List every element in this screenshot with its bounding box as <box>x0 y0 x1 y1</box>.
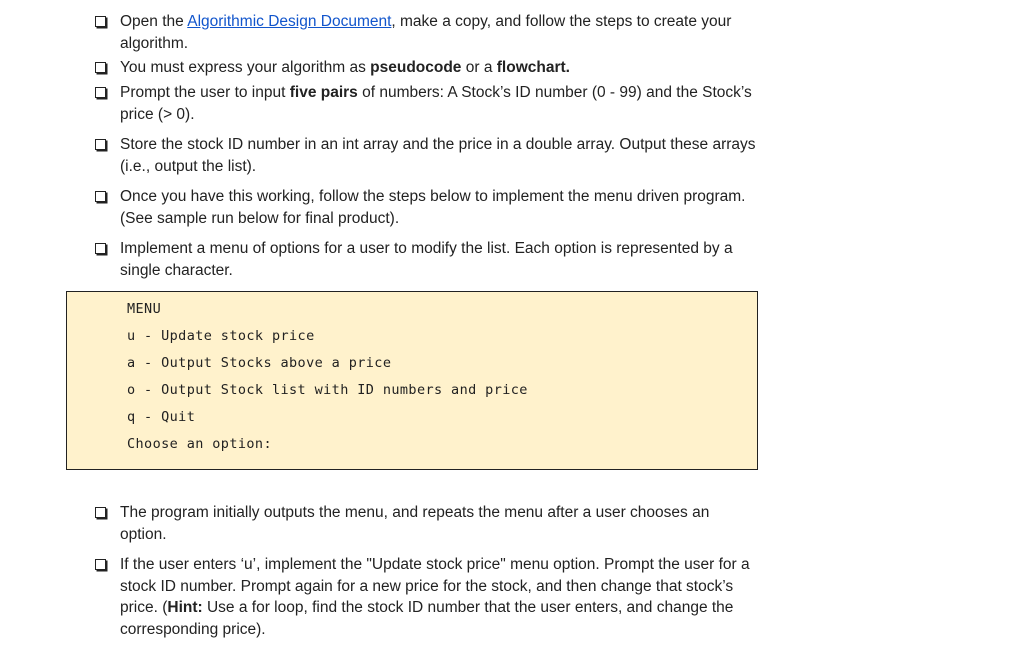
checkbox-icon[interactable] <box>95 507 106 518</box>
checkbox-icon[interactable] <box>95 243 106 254</box>
item-text: Prompt the user to input five pairs of numbers: A Stock’s ID number (0 - 99) and the Stock’s price (> 0). <box>120 84 752 123</box>
item-text: You must express your algorithm as pseudocode or a flowchart. <box>120 59 570 76</box>
checkbox-icon[interactable] <box>95 87 106 98</box>
checkbox-icon[interactable] <box>95 139 106 150</box>
menu-prompt: Choose an option: <box>127 436 272 452</box>
item-text: Open the Algorithmic Design Document, make a copy, and follow the steps to create your algorithm. <box>120 13 732 52</box>
menu-option-u: u - Update stock price <box>127 328 315 344</box>
item-text: Store the stock ID number in an int array and the price in a double array. Output these arrays (i.e., output the list). <box>120 136 756 175</box>
checkbox-icon[interactable] <box>95 559 106 570</box>
menu-option-o: o - Output Stock list with ID numbers and price <box>127 382 528 398</box>
item-text: If the user enters ‘u’, implement the "Update stock price" menu option. Prompt the user for a stock ID number. Prompt again for a new price for the stock, and then change that stock’s price. (Hint: Use a for loop, find the stock ID number that the user enters, and change the corresponding price). <box>120 556 750 638</box>
menu-option-a: a - Output Stocks above a price <box>127 355 392 371</box>
menu-title: MENU <box>127 301 162 317</box>
item-text: The program initially outputs the menu, and repeats the menu after a user chooses an option. <box>120 504 710 543</box>
item-text: Once you have this working, follow the steps below to implement the menu driven program. (See sample run below for final product). <box>120 188 746 227</box>
menu-code-block <box>66 291 758 470</box>
checkbox-icon[interactable] <box>95 191 106 202</box>
design-document-link[interactable]: Algorithmic Design Document <box>187 13 392 30</box>
checkbox-icon[interactable] <box>95 62 106 73</box>
item-text: Implement a menu of options for a user to modify the list. Each option is represented by a single character. <box>120 240 733 279</box>
menu-option-q: q - Quit <box>127 409 196 425</box>
checkbox-icon[interactable] <box>95 16 106 27</box>
